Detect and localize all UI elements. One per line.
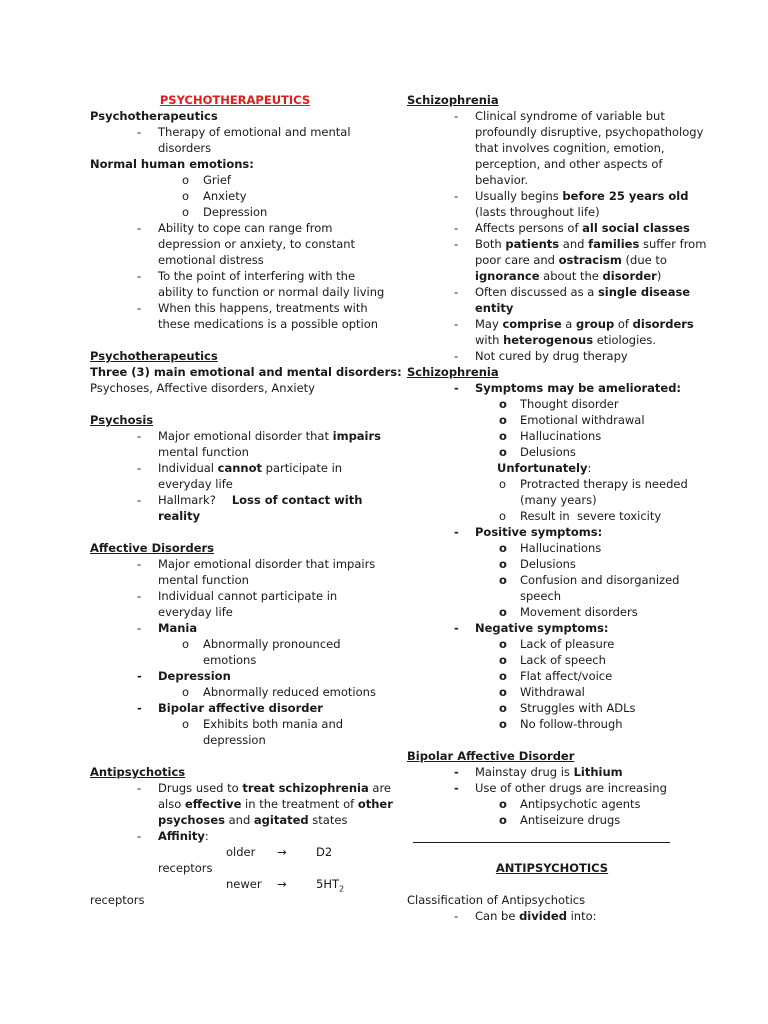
sub-bullet: o Abnormally pronounced (182, 637, 341, 651)
bullet-continuation: (lasts throughout life) (475, 205, 600, 219)
sub-bullet: o Exhibits both mania and (182, 717, 344, 731)
section-heading: Psychotherapeutics (90, 349, 218, 363)
bullet-continuation: entity (475, 301, 514, 315)
sub-bullet: o Grief (182, 173, 231, 187)
bullet-item: - May comprise a group of disorders (454, 317, 694, 331)
bullet-continuation: profoundly disruptive, psychopathology (475, 125, 704, 139)
bullet-item: - Symptoms may be ameliorated: (454, 381, 682, 395)
bullet-item: - When this happens, treatments with (137, 301, 368, 315)
sub-bullet: o No follow-through (499, 717, 623, 731)
arrow-icon: → (277, 877, 287, 891)
bullet-continuation: disorders (158, 141, 212, 155)
disorder-list: Psychoses, Affective disorders, Anxiety (90, 381, 315, 395)
sub-bullet: o Abnormally reduced emotions (182, 685, 376, 699)
sub-bullet-continuation: emotions (203, 653, 257, 667)
sub-bullet: o Antipsychotic agents (499, 797, 641, 811)
sub-bullet: o Result in severe toxicity (499, 509, 662, 523)
bullet-item: - Mania (137, 621, 198, 635)
bullet-continuation: perception, and other aspects of (475, 157, 663, 171)
affinity-older-row: older → D2 (226, 845, 333, 859)
bullet-item: - Can be divided into: (454, 909, 597, 923)
section-heading: Psychotherapeutics (90, 109, 218, 123)
bullet-continuation: everyday life (158, 477, 233, 491)
bullet-continuation: also effective in the treatment of other (158, 797, 393, 811)
sub-bullet: o Hallucinations (499, 541, 602, 555)
bullet-continuation: poor care and ostracism (due to (475, 253, 667, 267)
bullet-item: - Individual cannot participate in (137, 589, 338, 603)
schizophrenia-heading: Schizophrenia (407, 365, 499, 379)
sub-bullet: o Lack of pleasure (499, 637, 615, 651)
bullet-item: - Major emotional disorder that impairs (137, 429, 382, 443)
bullet-continuation: reality (158, 509, 201, 523)
subheading: Three (3) main emotional and mental disorders: (90, 365, 402, 379)
bullet-continuation: ignorance about the disorder) (475, 269, 662, 283)
bullet-continuation: everyday life (158, 605, 233, 619)
psychosis-heading: Psychosis (90, 413, 154, 427)
sub-bullet: o Flat affect/voice (499, 669, 613, 683)
sub-bullet: o Delusions (499, 445, 576, 459)
bullet-continuation: mental function (158, 445, 249, 459)
bullet-item: - Both patients and families suffer from (454, 237, 707, 251)
page-title: PSYCHOTHERAPEUTICS (159, 93, 311, 107)
bullet-item: - Often discussed as a single disease (454, 285, 691, 299)
sub-bullet: o Delusions (499, 557, 576, 571)
bullet-item: - Clinical syndrome of variable but (454, 109, 665, 123)
bullet-item: - Major emotional disorder that impairs (137, 557, 376, 571)
bullet-continuation: behavior. (475, 173, 529, 187)
sub-bullet: o Emotional withdrawal (499, 413, 645, 427)
bullet-item: - Affects persons of all social classes (454, 221, 690, 235)
horizontal-rule (413, 842, 670, 843)
sub-bullet: o Struggles with ADLs (499, 701, 636, 715)
sub-bullet: o Protracted therapy is needed (499, 477, 688, 491)
sub-bullet-continuation: depression (203, 733, 266, 747)
bullet-item: - Mainstay drug is Lithium (454, 765, 623, 779)
affinity-newer-row: newer → $5HT_2$ (226, 877, 345, 894)
bullet-continuation: these medications is a possible option (158, 317, 379, 331)
bullet-continuation: ability to function or normal daily living (158, 285, 385, 299)
arrow-icon: → (277, 845, 287, 859)
bullet-item: - To the point of interfering with the (137, 269, 356, 283)
bullet-item: - Not cured by drug therapy (454, 349, 628, 363)
sub-bullet: o Lack of speech (499, 653, 606, 667)
bullet-continuation: with heterogenous etiologies. (475, 333, 656, 347)
bullet-item: - Usually begins before 25 years old (454, 189, 689, 203)
bullet-continuation: emotional distress (158, 253, 264, 267)
right-column (407, 92, 707, 924)
antipsychotics-heading: Antipsychotics (90, 765, 186, 779)
sub-bullet: o Thought disorder (499, 397, 619, 411)
bullet-item: - Drugs used to treat schizophrenia are (137, 781, 392, 795)
bullet-item: - Negative symptoms: (454, 621, 609, 635)
bullet-item: - Positive symptoms: (454, 525, 603, 539)
sub-bullet: o Withdrawal (499, 685, 585, 699)
bipolar-heading: Bipolar Affective Disorder (407, 749, 575, 763)
bullet-item: - Affinity: (137, 829, 209, 843)
sub-bullet: o Antiseizure drugs (499, 813, 621, 827)
bullet-item: - Use of other drugs are increasing (454, 781, 667, 795)
bullet-item: - Individual cannot participate in (137, 461, 343, 475)
subheading: Normal human emotions: (90, 157, 254, 171)
bullet-item: - Hallmark? Loss of contact with (137, 493, 363, 507)
bullet-continuation: that involves cognition, emotion, (475, 141, 665, 155)
affective-heading: Affective Disorders (90, 541, 215, 555)
sub-bullet-continuation: speech (520, 589, 562, 603)
unfortunately-label: Unfortunately: (497, 461, 592, 475)
bullet-item: - Ability to cope can range from (137, 221, 333, 235)
classification-heading: Classification of Antipsychotics (407, 893, 586, 907)
receptors-label: receptors (90, 893, 145, 907)
bullet-item: - Depression (137, 669, 231, 683)
sub-bullet: o Hallucinations (499, 429, 602, 443)
left-column (90, 92, 402, 908)
bullet-item: - Therapy of emotional and mental (137, 125, 351, 139)
antipsychotics-title: ANTIPSYCHOTICS (495, 861, 609, 875)
bullet-continuation: mental function (158, 573, 249, 587)
sub-bullet: o Confusion and disorganized (499, 573, 680, 587)
bullet-continuation: psychoses and agitated states (158, 813, 348, 827)
bullet-continuation: depression or anxiety, to constant (158, 237, 356, 251)
bullet-item: - Bipolar affective disorder (137, 701, 323, 715)
sub-bullet-continuation: (many years) (520, 493, 597, 507)
sub-bullet: o Anxiety (182, 189, 247, 203)
sub-bullet: o Movement disorders (499, 605, 638, 619)
receptors-label: receptors (158, 861, 213, 875)
sub-bullet: o Depression (182, 205, 268, 219)
schizophrenia-heading: Schizophrenia (407, 93, 499, 107)
